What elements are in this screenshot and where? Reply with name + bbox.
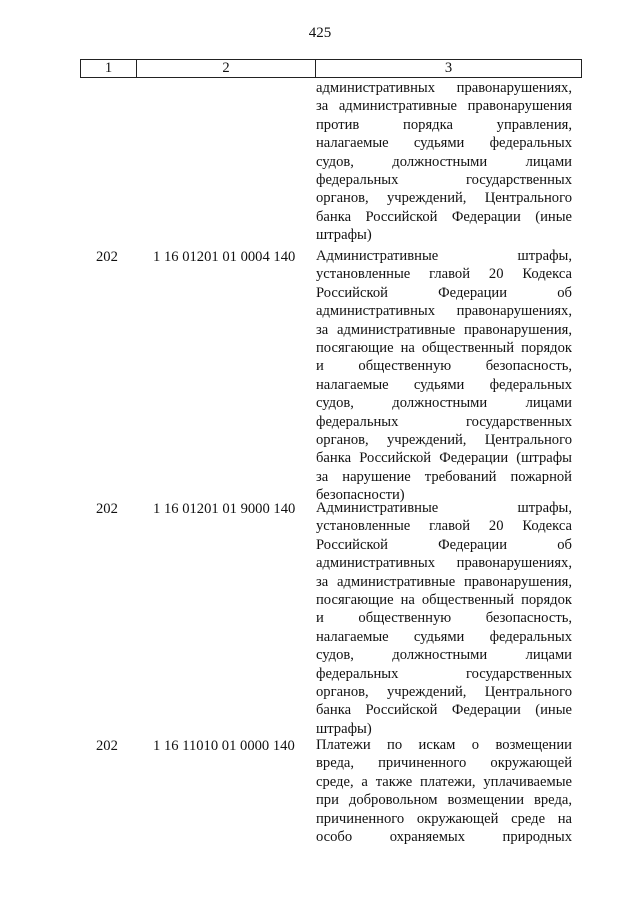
description-line: банка Российской Федерации (иные: [316, 702, 572, 719]
description-line: штрафы): [316, 720, 372, 737]
description-line: налагаемые судьями федеральных: [316, 135, 572, 152]
description-line: за нарушение требований пожарной: [316, 468, 572, 485]
description-line: федеральных государственных: [316, 413, 572, 430]
table-header-row: [80, 59, 582, 78]
description-line: органов, учреждений, Центрального: [316, 431, 572, 448]
header-col-2: 2: [137, 60, 316, 77]
income-description: [316, 499, 572, 738]
description-line: административных правонарушениях,: [316, 303, 572, 320]
description-line: за административные правонарушения,: [316, 321, 572, 338]
description-line: Платежи по искам о возмещении: [316, 737, 572, 753]
admin-code: 202: [96, 249, 118, 265]
budget-classification-code: 1 16 01201 01 9000 140: [153, 501, 296, 517]
description-line: судов, должностными лицами: [316, 395, 572, 412]
header-col-3: 3: [444, 60, 453, 76]
description-line: вреда, причиненного окружающей: [316, 755, 572, 772]
budget-classification-code: 1 16 11010 01 0000 140: [153, 738, 295, 754]
description-line: причиненного окружающей среде на: [316, 810, 572, 827]
description-line: налагаемые судьями федеральных: [316, 376, 572, 393]
description-line: среде, а также платежи, уплачиваемые: [316, 773, 572, 790]
description-line: против порядка управления,: [316, 116, 572, 133]
description-line: штрафы): [316, 227, 372, 244]
description-line: банка Российской Федерации (штрафы: [316, 450, 572, 467]
income-description: [316, 736, 572, 846]
description-line: судов, должностными лицами: [316, 153, 572, 170]
admin-code: 202: [96, 738, 118, 754]
description-line: безопасности): [316, 487, 405, 504]
admin-code: 202: [96, 501, 118, 517]
description-line: особо охраняемых природных: [316, 828, 572, 845]
description-line: Российской Федерации об: [316, 536, 572, 553]
page-number: 425: [308, 25, 332, 41]
description-line: и общественную безопасность,: [316, 358, 572, 375]
description-line: за административные правонарушения,: [316, 573, 572, 590]
budget-classification-code: 1 16 01201 01 0004 140: [153, 249, 296, 265]
description-line: административных правонарушениях,: [316, 555, 572, 572]
description-line: налагаемые судьями федеральных: [316, 628, 572, 645]
description-line: и общественную безопасность,: [316, 610, 572, 627]
description-line: административных правонарушениях,: [316, 80, 572, 96]
header-col-1: 1: [81, 60, 137, 77]
description-line: установленные главой 20 Кодекса: [316, 518, 572, 535]
description-line: федеральных государственных: [316, 665, 572, 682]
income-description: [316, 247, 572, 504]
description-line: Российской Федерации об: [316, 284, 572, 301]
continued-description: [316, 79, 572, 245]
description-line: Административные штрафы,: [316, 248, 572, 264]
description-line: за административные правонарушения: [316, 98, 572, 115]
description-line: органов, учреждений, Центрального: [316, 190, 572, 207]
description-line: Административные штрафы,: [316, 500, 572, 516]
description-line: посягающие на общественный порядок: [316, 591, 572, 608]
description-line: банка Российской Федерации (иные: [316, 208, 572, 225]
description-line: федеральных государственных: [316, 171, 572, 188]
description-line: посягающие на общественный порядок: [316, 339, 572, 356]
description-line: органов, учреждений, Центрального: [316, 683, 572, 700]
description-line: судов, должностными лицами: [316, 647, 572, 664]
description-line: при добровольном возмещении вреда,: [316, 792, 572, 809]
description-line: установленные главой 20 Кодекса: [316, 266, 572, 283]
